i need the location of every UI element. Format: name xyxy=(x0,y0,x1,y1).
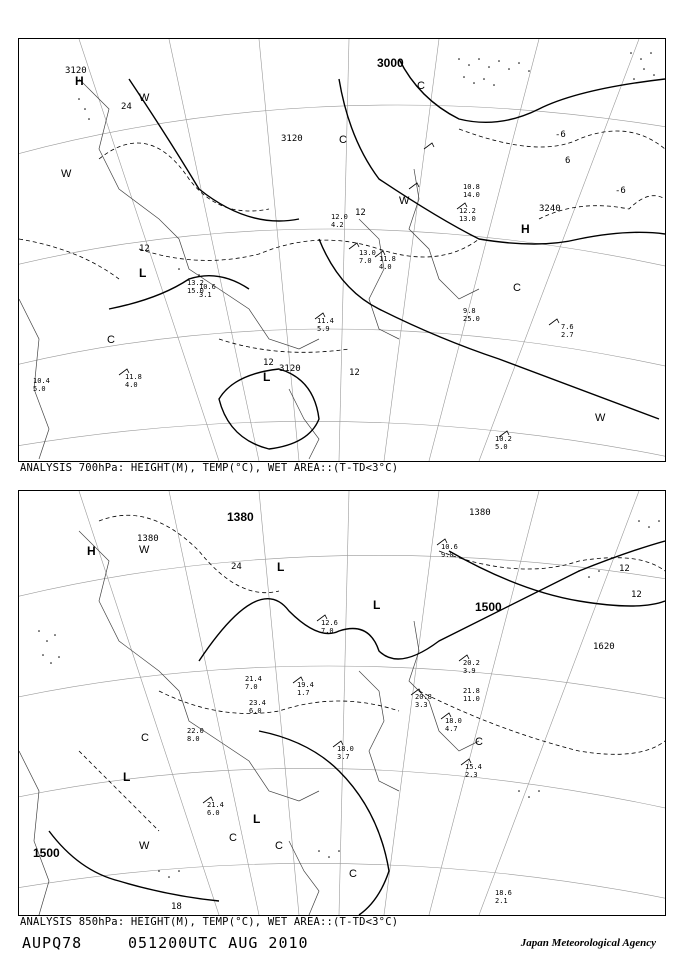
station-plot xyxy=(337,745,354,761)
svg-text:18.0: 18.0 xyxy=(445,717,462,725)
height-label: 3240 xyxy=(539,204,561,214)
station-plot xyxy=(463,687,480,703)
station-plot xyxy=(463,183,480,199)
height-contours xyxy=(109,59,665,449)
valid-time: 051200UTC AUG 2010 xyxy=(128,934,309,952)
station-plot xyxy=(463,307,480,323)
cold-marker: C xyxy=(417,80,425,92)
caption-700hpa: ANALYSIS 700hPa: HEIGHT(M), TEMP(°C), WET AREA::(T-TD<3°C) xyxy=(20,462,399,474)
map-panel-700hpa xyxy=(18,38,666,462)
chart-code: AUPQ78 xyxy=(22,934,83,952)
svg-text:10.8: 10.8 xyxy=(463,183,480,191)
warm-marker: W xyxy=(139,544,150,556)
temp-label: 12 xyxy=(349,368,360,378)
station-plot xyxy=(495,889,512,905)
svg-text:21.4: 21.4 xyxy=(245,675,262,683)
svg-text:10.2: 10.2 xyxy=(495,435,512,443)
height-label: 3000 xyxy=(377,56,404,70)
low-marker: L xyxy=(277,560,285,574)
svg-text:11.4: 11.4 xyxy=(317,317,334,325)
station-plot xyxy=(33,377,50,393)
temp-label: 24 xyxy=(231,562,242,572)
height-label: 3120 xyxy=(281,134,303,144)
temp-label: 18 xyxy=(171,902,182,912)
cold-marker: C xyxy=(275,840,283,852)
svg-text:14.0: 14.0 xyxy=(463,191,480,199)
svg-text:19.4: 19.4 xyxy=(297,681,314,689)
height-label: 1380 xyxy=(227,510,254,524)
map-850hpa xyxy=(19,491,665,915)
svg-text:13.0: 13.0 xyxy=(459,215,476,223)
svg-text:18.6: 18.6 xyxy=(495,889,512,897)
station-plot xyxy=(445,717,462,733)
svg-text:22.0: 22.0 xyxy=(187,727,204,735)
temp-label: 12 xyxy=(619,564,630,574)
height-contours xyxy=(49,541,665,915)
station-plot xyxy=(245,675,262,691)
svg-text:2.3: 2.3 xyxy=(465,771,478,779)
station-plot xyxy=(187,727,204,743)
svg-text:21.4: 21.4 xyxy=(207,801,224,809)
svg-text:2.7: 2.7 xyxy=(561,331,574,339)
cold-marker: C xyxy=(475,736,483,748)
svg-text:9.8: 9.8 xyxy=(463,307,476,315)
height-label: 1380 xyxy=(469,508,491,518)
svg-text:20.8: 20.8 xyxy=(415,693,432,701)
station-plot xyxy=(459,207,476,223)
svg-text:3.7: 3.7 xyxy=(337,753,350,761)
svg-text:20.2: 20.2 xyxy=(463,659,480,667)
svg-text:3.3: 3.3 xyxy=(415,701,428,709)
agency-credit: Japan Meteorological Agency xyxy=(520,937,656,949)
svg-text:13.0: 13.0 xyxy=(359,249,376,257)
height-label: 1500 xyxy=(475,600,502,614)
warm-marker: W xyxy=(139,92,150,104)
svg-text:5.0: 5.0 xyxy=(33,385,46,393)
svg-text:9.0: 9.0 xyxy=(441,551,454,559)
temp-label: -6 xyxy=(615,186,626,196)
low-marker: L xyxy=(253,812,261,826)
svg-text:11.8: 11.8 xyxy=(379,255,396,263)
map-700hpa xyxy=(19,39,665,461)
isotherms xyxy=(79,515,665,831)
cold-marker: C xyxy=(141,732,149,744)
svg-text:4.0: 4.0 xyxy=(125,381,138,389)
svg-text:15.0: 15.0 xyxy=(187,287,204,295)
svg-text:4.7: 4.7 xyxy=(445,725,458,733)
wind-barbs xyxy=(119,143,559,437)
cold-marker: C xyxy=(339,134,347,146)
station-plot xyxy=(331,213,348,229)
svg-text:13.2: 13.2 xyxy=(187,279,204,287)
high-marker: H xyxy=(75,74,84,88)
system-markers xyxy=(87,544,483,880)
warm-marker: W xyxy=(595,412,606,424)
height-label: 1500 xyxy=(33,846,60,860)
svg-text:7.0: 7.0 xyxy=(245,683,258,691)
svg-text:7.0: 7.0 xyxy=(321,627,334,635)
svg-text:7.6: 7.6 xyxy=(561,323,574,331)
temperature-labels xyxy=(171,562,642,912)
wind-barbs xyxy=(203,539,471,803)
height-label: 1620 xyxy=(593,642,615,652)
coastline xyxy=(19,79,479,459)
height-label: 1380 xyxy=(137,534,159,544)
svg-text:4.0: 4.0 xyxy=(379,263,392,271)
cold-marker: C xyxy=(349,868,357,880)
station-plot xyxy=(207,801,224,817)
svg-text:8.0: 8.0 xyxy=(187,735,200,743)
station-plot xyxy=(317,317,334,333)
station-plot xyxy=(187,279,204,295)
high-marker: H xyxy=(521,222,530,236)
svg-text:21.8: 21.8 xyxy=(463,687,480,695)
svg-text:25.0: 25.0 xyxy=(463,315,480,323)
svg-text:5.0: 5.0 xyxy=(495,443,508,451)
temp-label: 24 xyxy=(121,102,132,112)
height-labels xyxy=(33,508,615,860)
temp-label: 12 xyxy=(139,244,150,254)
station-plot xyxy=(359,249,376,265)
svg-text:12.2: 12.2 xyxy=(459,207,476,215)
svg-text:11.8: 11.8 xyxy=(125,373,142,381)
svg-text:5.9: 5.9 xyxy=(317,325,330,333)
temp-label: 12 xyxy=(355,208,366,218)
map-panel-850hpa xyxy=(18,490,666,916)
station-observations xyxy=(33,183,574,451)
svg-text:1.7: 1.7 xyxy=(297,689,310,697)
svg-text:10.6: 10.6 xyxy=(441,543,458,551)
station-plot xyxy=(125,373,142,389)
svg-text:10.4: 10.4 xyxy=(33,377,50,385)
low-marker: L xyxy=(263,370,271,384)
graticule xyxy=(19,491,665,915)
svg-text:23.4: 23.4 xyxy=(249,699,266,707)
svg-text:15.4: 15.4 xyxy=(465,763,482,771)
warm-marker: W xyxy=(139,840,150,852)
height-label: 3120 xyxy=(65,66,87,76)
svg-text:6.0: 6.0 xyxy=(207,809,220,817)
svg-text:12.6: 12.6 xyxy=(321,619,338,627)
svg-text:6.0: 6.0 xyxy=(249,707,262,715)
station-plot xyxy=(465,763,482,779)
high-marker: H xyxy=(87,544,96,558)
height-label: 3120 xyxy=(279,364,301,374)
svg-text:2.1: 2.1 xyxy=(495,897,508,905)
cold-marker: C xyxy=(107,334,115,346)
svg-text:11.0: 11.0 xyxy=(463,695,480,703)
low-marker: L xyxy=(123,770,131,784)
temp-label: 12 xyxy=(631,590,642,600)
svg-text:18.0: 18.0 xyxy=(337,745,354,753)
station-plot xyxy=(495,435,512,451)
low-marker: L xyxy=(139,266,147,280)
coastline xyxy=(19,531,479,915)
station-plot xyxy=(297,681,314,697)
temperature-labels xyxy=(121,102,626,378)
svg-text:3.1: 3.1 xyxy=(199,291,212,299)
station-plot xyxy=(379,255,396,271)
station-observations xyxy=(187,543,512,905)
svg-text:3.9: 3.9 xyxy=(463,667,476,675)
warm-marker: W xyxy=(399,195,410,207)
temp-label: 6 xyxy=(565,156,571,166)
svg-text:4.2: 4.2 xyxy=(331,221,344,229)
temp-label: 12 xyxy=(263,358,274,368)
warm-marker: W xyxy=(61,168,72,180)
low-marker: L xyxy=(373,598,381,612)
svg-text:7.0: 7.0 xyxy=(359,257,372,265)
cold-marker: C xyxy=(513,282,521,294)
graticule xyxy=(19,39,665,461)
station-plot xyxy=(561,323,574,339)
caption-850hpa: ANALYSIS 850hPa: HEIGHT(M), TEMP(°C), WET AREA::(T-TD<3°C) xyxy=(20,916,399,928)
wet-area xyxy=(38,520,660,878)
svg-text:12.0: 12.0 xyxy=(331,213,348,221)
cold-marker: C xyxy=(229,832,237,844)
svg-text:10.6: 10.6 xyxy=(199,283,216,291)
temp-label: -6 xyxy=(555,130,566,140)
